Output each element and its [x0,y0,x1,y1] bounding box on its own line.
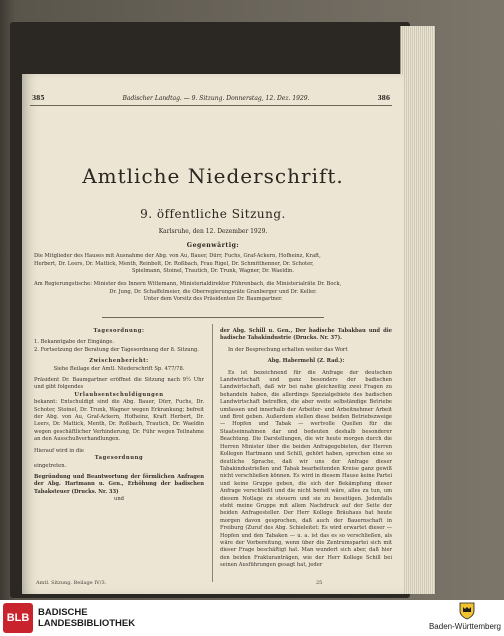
government-paragraph [34,281,392,304]
motion-text: Begründung und Beantwortung der förmlichen Anfragen der Abg. Hartmann u. Gen., Erhöhung der badischen Tabaksteuer (Drucks. Nr. 33) [34,473,204,495]
page-number-right: 386 [377,95,390,102]
agenda-heading: Tagesordnung: [93,328,145,334]
leave-text: bekannt: Entschuldigt sind die Abg. Bauer, Dürr, Fuchs, Dr. Schoter, Stoinel, Dr. Trunk, Wagner wegen Erkrankung; befreit der Abg. von Au, Graf-Ackern, Hofheinz, Kraft Herbert, Dr. Leers, Dr. Mattick, Menth, Dr. Roßbach, Trautich, Dr. Waeldin wegen geschäftlicher Verhinderung, Dr. Führ wegen Teilnahme an den Ausschußverhandlungen. [34,399,204,443]
chair-line: Unter dem Vorsitz des Präsidenten Dr. Baumgartner. [143,296,283,303]
speaker-name: Abg. Habermehl (Z. Rad.): [267,358,345,365]
library-name-line1: BADISCHE [38,607,88,618]
government-line: Dr. Jung, Dr. Schaffelmeier, die Oberregierungsräte Granberger und Dr. Keller. [109,288,317,295]
agenda-item: 1. Bekanntgabe der Eingänge. [34,339,115,346]
page-title: Amtliche Niederschrift. [82,164,344,188]
section-divider [102,317,324,318]
library-name[interactable] [38,607,135,629]
place-date: Karlsruhe, den 12. Dezember 1929. [158,228,268,235]
members-line: Spielmann, Stoinel, Trautich, Dr. Trunk, Wagner, Dr. Waeldin. [131,268,295,275]
left-column [34,328,204,504]
motion-continuation: der Abg. Schill u. Gen., Der badische Tabakbau und die badische Tabakindustrie (Drucks. Nr. 37). [220,328,392,342]
document-page [22,74,404,594]
speaker-note: In der Besprechung erhalten weiter das Wort [228,346,348,353]
page-number-left: 385 [32,95,45,102]
members-line: Die Mitglieder des Hauses mit Ausnahme der Abg. von Au, Bauer, Dürr, Fuchs, Graf-Ackern, Hofheinz, Kraft, [34,253,321,259]
opening-text: Präsident Dr. Baumgartner eröffnet die Sitzung nach 9½ Uhr und gibt folgendes [34,377,204,391]
state-crest-icon [457,602,477,620]
print-mark: Amtl. Sitzung. Beilage IV/3. [36,580,107,586]
agenda2-entry: eingetreten. [34,462,67,469]
speech-text: Es ist bezeichnend für die Anfrage der deutschen Landwirtschaft und ganz besonders der badischen Landwirtschaft, daß wir bei nahe gleichzeitig zwei Fragen zu behandeln haben, die allerdings Spezialgebiete des badischen Landwirtschaft betreffen, die aber weite selbständige Betriebe umfassen und innerhalb der Arbeiter- und Arbeitnehmer Arbeit und Brot geben. Außerdem stellen diese beiden Betriebszweige — Hopfen und Tabak — wertvolle Quellen für die Staatseinnahmen dar und bedeuten deshalb besonderer Beachtung. Die Darstellungen, die wir heute morgen durch die Herren Minister über die beiden Anfragegebieten, der Herren Kollegen Hartmann und Schill, gehört haben, sprechen eine so deutliche Sprache, daß wir uns der Anfrage dieser Tabakindustriellen und Tabak bearbeitenden Kreise ganz gewiß nicht verschließen können. Es wird in diesem Hause keine Partei und keine Gruppe geben, die sich der Bekämpfung dieser Anfrage verschließt und die nicht bereit wäre, alles zu tun, um diesem Notlage zu steuern und sie zu beseitigen. Jedenfalls steht meine Gruppe mit allem Nachdruck auf der Seite der beiden Anfragesteller. Der Herr Kollege Bräuhaus hat heute morgen davon gesprochen, daß auch der Bauernschaft in Freiburg (Zuruf des Abg. Schieleitet: Es wird erwartet dieser — Hopfen und den Tabaken — u. a. ist das es so verschließen, als wäre der Vorbereitung, wenn über die Zentrumspartei sich mit dieser Frage beschäftigt hat. Man wundert sich aber, daß hier den beiden Frakturanträgen, wie der Herr Kollege Schill bei seinen Ausführungen gesagt hat, jeder [220,369,392,569]
blb-logo[interactable]: BLB [3,603,33,633]
agenda-item: 2. Fortsetzung der Beratung der Tagesordnung der 8. Sitzung. [34,346,199,353]
members-paragraph [34,253,392,276]
interim-heading: Zwischenbericht: [89,358,149,365]
entry-text: Hierauf wird in die [34,447,84,454]
and-text: und [113,496,124,503]
leave-heading: Urlaubsentschuldigungen [74,391,164,398]
state-label: Baden-Württemberg [428,622,501,631]
right-column [220,328,392,570]
present-heading: Gegenwärtig: [186,242,240,249]
interim-text: Siehe Beilage der Amtl. Niederschrift Sp. 477/78. [53,365,185,372]
library-footer [0,600,504,636]
session-subtitle: 9. öffentliche Sitzung. [140,207,286,221]
government-line: Am Regierungstische: Minister des Innern Wittemann, Ministerialdirektor Führenbach, die Ministerialräte Dr. Bock, [34,281,342,287]
agenda2-heading: Tagesordnung [94,455,144,462]
header-rule [30,105,392,106]
book-page-edges [400,26,436,594]
column-divider [212,324,213,582]
running-title: Badischer Landtag. — 9. Sitzung. Donnerstag, 12. Dez. 1929. [122,95,310,102]
library-name-line2: LANDESBIBLIOTHEK [38,618,136,629]
members-line: Herbert, Dr. Leers, Dr. Mattick, Menth, Reinbolt, Dr. Roßbach, Frau Rigel, Dr. Schmitthenner, Dr. Schoter, [34,260,314,267]
signature-mark: 25 [316,580,323,586]
